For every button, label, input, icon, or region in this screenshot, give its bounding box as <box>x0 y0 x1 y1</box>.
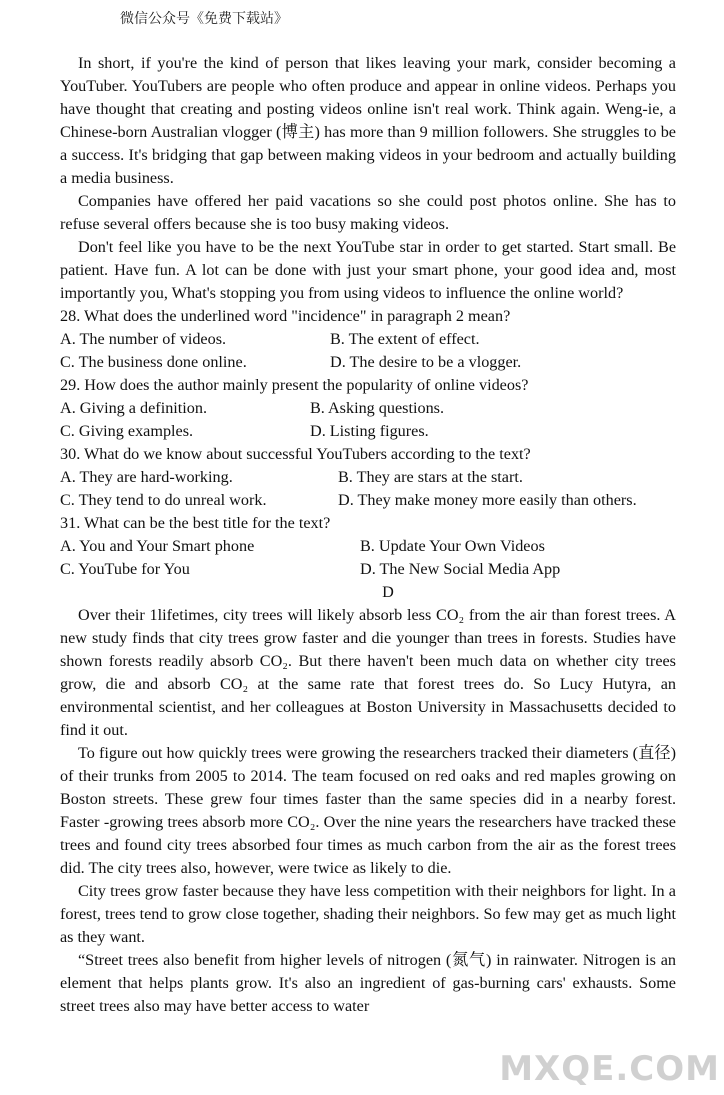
options-row <box>60 420 676 443</box>
option-a: A. The number of videos. <box>60 330 227 348</box>
option-b: B. Asking questions. <box>310 399 445 417</box>
options-row <box>60 397 676 420</box>
paragraph: Don't feel like you have to be the next YouTube star in order to get started. Start small. Be patient. Have fun. A lot can be done with just your smart phone, your good idea and, most importantly you, What's stopping you from using videos to influence the online world? <box>60 238 676 302</box>
option-c: C. They tend to do unreal work. <box>60 491 267 509</box>
option-a: A. They are hard-working. <box>60 468 233 486</box>
paragraph: To figure out how quickly trees were growing the researchers tracked their diameters (直径) of their trunks from 2005 to 2014. The team focused on red oaks and red maples growing on Boston streets. These grew four times faster than the same species did in a nearby forest. Faster -growing trees absorb more CO₂. Over the nine years the researchers have tracked these trees and found city trees absorbed four times as much carbon from the air as the forest trees did. The city trees also, however, were twice as likely to die. <box>60 744 676 877</box>
options-row <box>60 351 676 374</box>
option-d: D. They make money more easily than others. <box>338 491 637 509</box>
option-c: C. YouTube for You <box>60 560 190 578</box>
options-row <box>60 489 676 512</box>
question-31: 31. What can be the best title for the text? <box>60 514 331 532</box>
page-header: 微信公众号《免费下载站》 <box>120 12 288 27</box>
question-30: 30. What do we know about successful YouTubers according to the text? <box>60 445 531 463</box>
paragraph: Over their 1lifetimes, city trees will likely absorb less CO₂ from the air than forest trees. A new study finds that city trees grow faster and die younger than trees in forests. Studies have shown forests readily absorb CO₂. But there haven't been much data on whether city trees grow, die and absorb CO₂ at the same rate that forest trees do. So Lucy Hutyra, an environmental scientist, and her colleagues at Boston University in Massachusetts decided to find it out. <box>60 606 676 739</box>
option-d: D. The New Social Media App <box>360 560 561 578</box>
question-28: 28. What does the underlined word "incidence" in paragraph 2 mean? <box>60 307 511 325</box>
option-c: C. Giving examples. <box>60 422 194 440</box>
question-29: 29. How does the author mainly present the popularity of online videos? <box>60 376 529 394</box>
paragraph: City trees grow faster because they have less competition with their neighbors for light. In a forest, trees tend to grow close together, shading their neighbors. So few may get as much light as they want. <box>60 882 676 946</box>
option-d: D. Listing figures. <box>310 422 429 440</box>
options-row <box>60 328 676 351</box>
options-row <box>60 535 676 558</box>
option-b: B. They are stars at the start. <box>338 468 523 486</box>
option-a: A. You and Your Smart phone <box>60 537 255 555</box>
options-row <box>60 466 676 489</box>
document-body <box>60 52 676 1018</box>
option-a: A. Giving a definition. <box>60 399 208 417</box>
paragraph: In short, if you're the kind of person that likes leaving your mark, consider becoming a YouTuber. YouTubers are people who often produce and appear in online videos. Perhaps you have thought that creating and posting videos online isn't real work. Think again. Weng-ie, a Chinese-born Australian vlogger (博主) has more than 9 million followers. She struggles to be a success. It's bridging that gap between making videos in your bedroom and actually building a media business. <box>60 54 676 187</box>
option-d: D. The desire to be a vlogger. <box>330 353 522 371</box>
paragraph: “Street trees also benefit from higher levels of nitrogen (氮气) in rainwater. Nitrogen is an element that helps plants grow. It's also an ingredient of gas-burning cars' exhausts. Some street trees also may have better access to water <box>60 951 676 1015</box>
section-heading: D <box>382 583 394 601</box>
options-row <box>60 558 676 581</box>
option-c: C. The business done online. <box>60 353 247 371</box>
option-b: B. Update Your Own Videos <box>360 537 545 555</box>
watermark-logo: MXQE.COM <box>499 1049 720 1089</box>
option-b: B. The extent of effect. <box>330 330 480 348</box>
paragraph: Companies have offered her paid vacations so she could post photos online. She has to refuse several offers because she is too busy making videos. <box>60 192 676 233</box>
